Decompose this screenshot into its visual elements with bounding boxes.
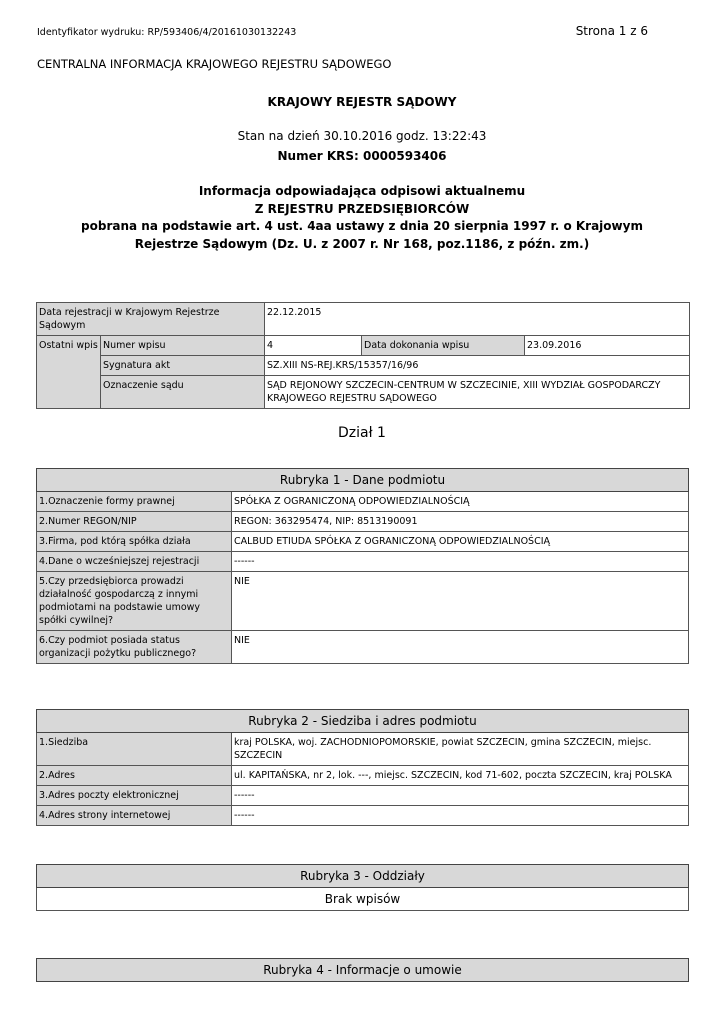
issuer-name: CENTRALNA INFORMACJA KRAJOWEGO REJESTRU SĄDOWEGO bbox=[37, 57, 392, 71]
print-identifier: Identyfikator wydruku: RP/593406/4/20161030132243 bbox=[37, 27, 297, 38]
last-entry-label: Ostatni wpis bbox=[37, 336, 101, 409]
field-value: ------ bbox=[232, 552, 689, 572]
table-row bbox=[37, 512, 689, 532]
field-label: 3.Firma, pod którą spółka działa bbox=[37, 532, 232, 552]
field-label: 1.Oznaczenie formy prawnej bbox=[37, 492, 232, 512]
court-designation-value: SĄD REJONOWY SZCZECIN-CENTRUM W SZCZECINIE, XIII WYDZIAŁ GOSPODARCZY KRAJOWEGO REJESTRU SĄDOWEGO bbox=[265, 376, 690, 409]
field-label: 4.Adres strony internetowej bbox=[37, 806, 232, 826]
table-row bbox=[37, 532, 689, 552]
table-row bbox=[37, 806, 689, 826]
field-label: 5.Czy przedsiębiorca prowadzi działalność gospodarczą z innymi podmiotami na podstawie umowy spółki cywilnej? bbox=[37, 572, 232, 631]
table-row bbox=[37, 572, 689, 631]
field-value: NIE bbox=[232, 631, 689, 664]
page-number: Strona 1 z 6 bbox=[575, 24, 648, 38]
registration-date-value: 22.12.2015 bbox=[265, 303, 690, 336]
krs-number: Numer KRS: 0000593406 bbox=[277, 149, 447, 163]
entry-date-label: Data dokonania wpisu bbox=[362, 336, 525, 356]
entry-date-value: 23.09.2016 bbox=[525, 336, 690, 356]
field-value: ------ bbox=[232, 786, 689, 806]
description-line-1: Informacja odpowiadająca odpisowi aktualnemu bbox=[198, 184, 526, 198]
entry-number-value: 4 bbox=[265, 336, 362, 356]
field-label: 1.Siedziba bbox=[37, 733, 232, 766]
court-designation-label: Oznaczenie sądu bbox=[101, 376, 265, 409]
table-row bbox=[37, 492, 689, 512]
registration-table bbox=[36, 302, 690, 409]
field-value: ul. KAPITAŃSKA, nr 2, lok. ---, miejsc. SZCZECIN, kod 71-602, poczta SZCZECIN, kraj POLSKA bbox=[232, 766, 689, 786]
field-value: CALBUD ETIUDA SPÓŁKA Z OGRANICZONĄ ODPOWIEDZIALNOŚCIĄ bbox=[232, 532, 689, 552]
table-row bbox=[37, 766, 689, 786]
description-line-2: Z REJESTRU PRZEDSIĘBIORCÓW bbox=[254, 201, 470, 216]
rubric-3-table bbox=[36, 864, 689, 911]
description-line-3: pobrana na podstawie art. 4 ust. 4aa ustawy z dnia 20 sierpnia 1997 r. o Krajowym Rejestrze Sądowym (Dz. U. z 2007 r. Nr 168, poz.1186, z późn. zm.) bbox=[81, 219, 643, 251]
register-title: KRAJOWY REJESTR SĄDOWY bbox=[267, 95, 457, 109]
table-row bbox=[37, 786, 689, 806]
rubric-3-heading: Rubryka 3 - Oddziały bbox=[37, 865, 689, 888]
field-label: 4.Dane o wcześniejszej rejestracji bbox=[37, 552, 232, 572]
field-label: 2.Numer REGON/NIP bbox=[37, 512, 232, 532]
rubric-1-heading: Rubryka 1 - Dane podmiotu bbox=[37, 469, 689, 492]
field-label: 6.Czy podmiot posiada status organizacji pożytku publicznego? bbox=[37, 631, 232, 664]
field-value: NIE bbox=[232, 572, 689, 631]
case-signature-label: Sygnatura akt bbox=[101, 356, 265, 376]
rubric-4-heading: Rubryka 4 - Informacje o umowie bbox=[37, 959, 689, 982]
rubric-2-table bbox=[36, 709, 689, 826]
rubric-4-table bbox=[36, 958, 689, 982]
field-value: kraj POLSKA, woj. ZACHODNIOPOMORSKIE, powiat SZCZECIN, gmina SZCZECIN, miejsc. SZCZECIN bbox=[232, 733, 689, 766]
no-entries-text: Brak wpisów bbox=[37, 888, 689, 911]
field-label: 3.Adres poczty elektronicznej bbox=[37, 786, 232, 806]
field-label: 2.Adres bbox=[37, 766, 232, 786]
field-value: REGON: 363295474, NIP: 8513190091 bbox=[232, 512, 689, 532]
table-row bbox=[37, 552, 689, 572]
document-description bbox=[60, 183, 664, 253]
registration-date-label: Data rejestracji w Krajowym Rejestrze Sądowym bbox=[37, 303, 265, 336]
case-signature-value: SZ.XIII NS-REJ.KRS/15357/16/96 bbox=[265, 356, 690, 376]
field-value: SPÓŁKA Z OGRANICZONĄ ODPOWIEDZIALNOŚCIĄ bbox=[232, 492, 689, 512]
section-heading: Dział 1 bbox=[338, 425, 386, 441]
status-date: Stan na dzień 30.10.2016 godz. 13:22:43 bbox=[237, 129, 487, 143]
field-value: ------ bbox=[232, 806, 689, 826]
entry-number-label: Numer wpisu bbox=[101, 336, 265, 356]
rubric-1-table bbox=[36, 468, 689, 664]
table-row bbox=[37, 733, 689, 766]
table-row bbox=[37, 631, 689, 664]
rubric-2-heading: Rubryka 2 - Siedziba i adres podmiotu bbox=[37, 710, 689, 733]
